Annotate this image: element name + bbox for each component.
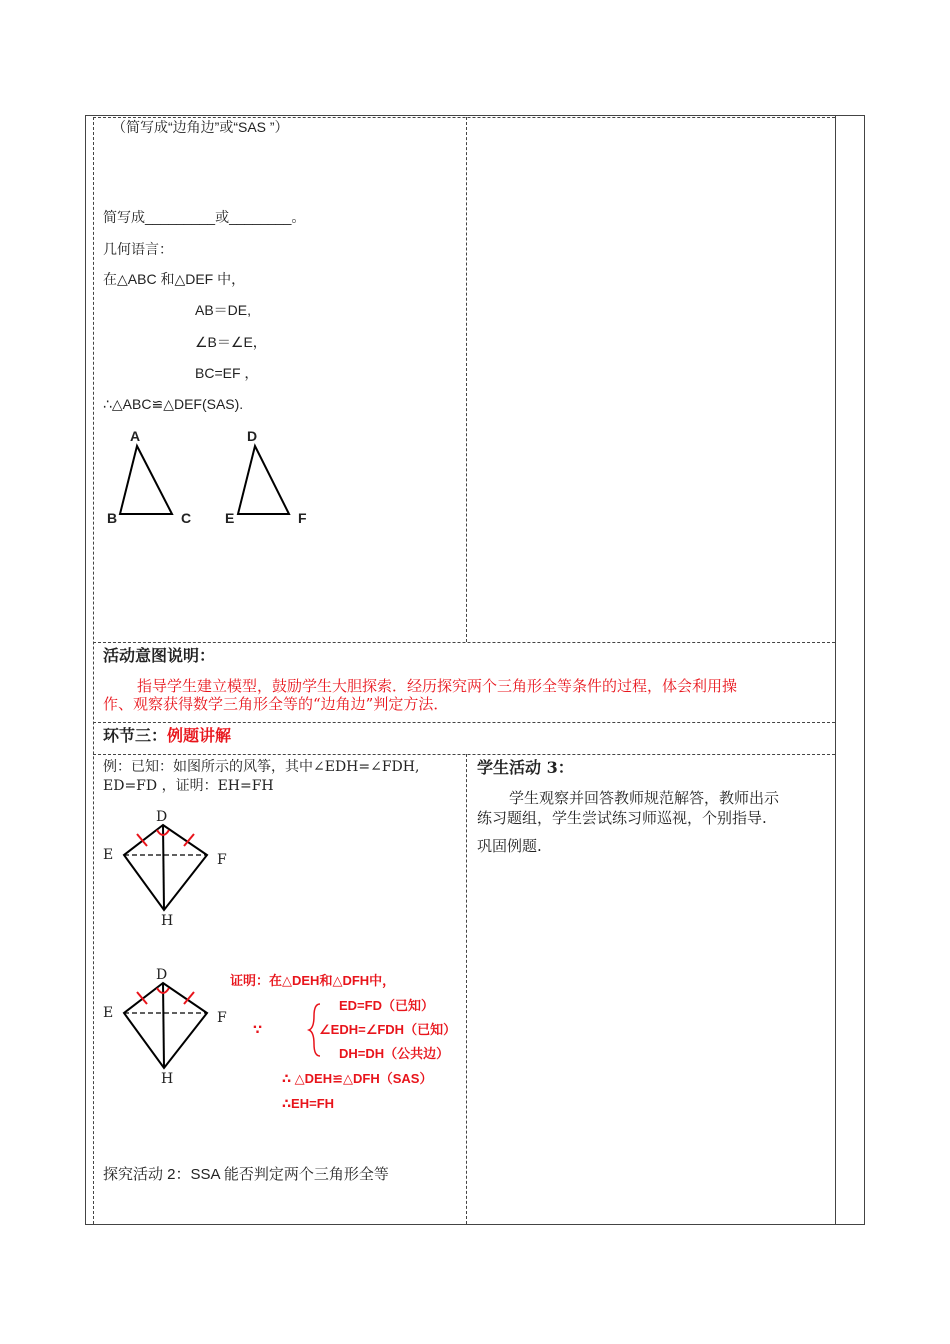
explore-activity-2: 探究活动 2：SSA 能否判定两个三角形全等 <box>103 1166 389 1183</box>
student-line-3: 巩固例题. <box>477 837 542 855</box>
kite1-label-E: E <box>103 847 114 863</box>
table-border-right <box>864 115 865 1225</box>
proof-c4: ∴ △DEH≌△DFH（SAS） <box>282 1071 433 1086</box>
example-line-1: 例：已知：如图所示的风筝，其中∠EDH=∠FDH, <box>103 759 420 775</box>
in-triangles: 在△ABC 和△DEF 中， <box>103 271 246 287</box>
proof-c1: ED=FD（已知） <box>339 998 434 1013</box>
intent-line-1: 指导学生建立模型，鼓励学生大胆探索．经历探究两个三角形全等条件的过程，体会利用操 <box>137 677 738 695</box>
kite1-label-F: F <box>217 852 227 868</box>
because-symbol: ∵ <box>253 1022 263 1037</box>
label-C: C <box>181 510 192 526</box>
inner-left-line <box>93 117 94 1224</box>
intent-title: 活动意图说明： <box>103 646 216 665</box>
student-line-1: 学生观察并回答教师规范解答，教师出示 <box>509 789 780 807</box>
condition-1: AB＝DE, <box>195 302 252 318</box>
proof-c3: DH=DH（公共边） <box>339 1046 450 1061</box>
kite-figures <box>0 0 1 1</box>
label-B: B <box>107 510 118 526</box>
conclusion: ∴△ABC≌△DEF(SAS). <box>103 396 244 412</box>
condition-3: BC=EF ， <box>195 365 259 381</box>
kite1-label-D: D <box>156 809 168 825</box>
cell-divider-bottom <box>466 754 467 1224</box>
table-border-top <box>85 115 865 116</box>
label-A: A <box>130 428 141 444</box>
kite2-label-D: D <box>156 967 168 983</box>
table-border-bottom <box>85 1224 865 1225</box>
condition-2: ∠B＝∠E， <box>195 334 267 350</box>
section-name: 例题讲解 <box>167 726 232 745</box>
row-line <box>93 722 835 723</box>
kite1-label-H: H <box>161 913 174 929</box>
sas-note: （简写成“边角边”或“SAS ”） <box>112 119 289 135</box>
label-D: D <box>247 428 258 444</box>
proof-c5: ∴EH=FH <box>282 1096 335 1111</box>
student-activity-title: 学生活动 3： <box>477 758 574 777</box>
label-E: E <box>225 510 235 526</box>
kite2-label-H: H <box>161 1071 174 1087</box>
table-column-divider <box>835 115 836 1225</box>
geo-lang-label: 几何语言： <box>103 241 173 257</box>
proof-head: 证明：在△DEH和△DFH中， <box>230 973 396 988</box>
table-border-left <box>85 115 86 1225</box>
label-F: F <box>298 510 307 526</box>
example-line-2: ED=FD ，证明：EH=FH <box>103 778 274 794</box>
intent-line-2: 作、观察获得数学三角形全等的“边角边”判定方法． <box>103 695 449 713</box>
section-title <box>103 726 231 746</box>
abbrev-blank: 简写成_________或________。 <box>103 209 306 225</box>
kite2-label-F: F <box>217 1010 227 1026</box>
row-line <box>93 754 835 755</box>
row-line <box>93 642 835 643</box>
section-prefix: 环节三： <box>103 726 168 745</box>
proof-c2: ∠EDH=∠FDH（已知） <box>319 1022 457 1037</box>
student-line-2: 练习题组，学生尝试练习师巡视，个别指导. <box>477 809 767 827</box>
cell-divider-top <box>466 117 467 642</box>
kite2-label-E: E <box>103 1005 114 1021</box>
